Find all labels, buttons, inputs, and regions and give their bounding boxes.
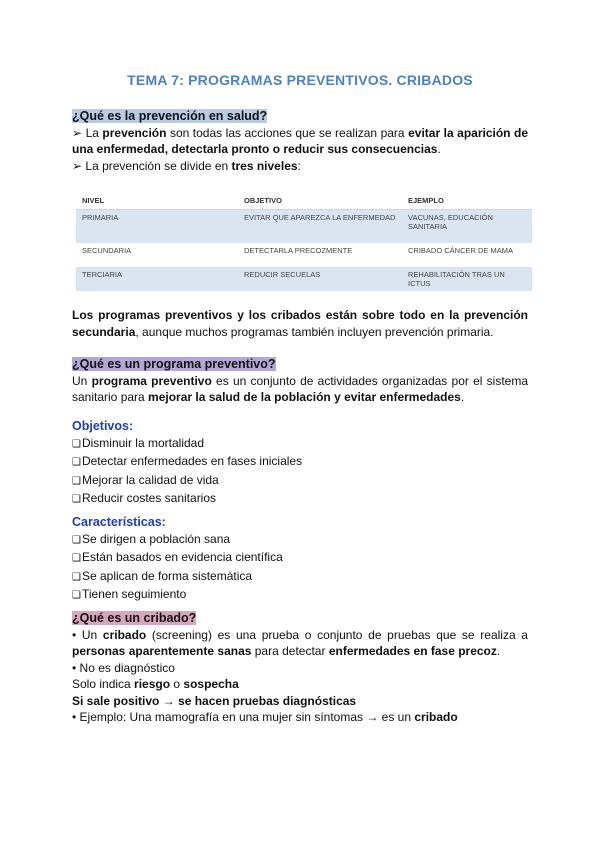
cribado-no-diagnostico: • No es diagnóstico <box>72 660 175 675</box>
page-title: TEMA 7: PROGRAMAS PREVENTIVOS. CRIBADOS <box>127 72 473 88</box>
table-cell: EVITAR QUE APAREZCA LA ENFERMEDAD <box>238 210 402 244</box>
table-row <box>76 267 532 291</box>
table-header-cell: OBJETIVO <box>238 191 402 210</box>
table-cell: SECUNDARIA <box>76 243 238 267</box>
table-header-cell: NIVEL <box>76 191 238 210</box>
cribado-definition: • Un cribado (screening) es una prueba o conjunto de pruebas que se realiza a personas aparentemente sanas para detectar enfermedades en fase precoz. <box>72 627 528 658</box>
objetivos-heading: Objetivos: <box>72 419 134 433</box>
arrow-bullet-icon: ➢ <box>72 158 83 173</box>
checkbox-bullet-icon: ❑ <box>72 475 81 487</box>
section-programa-preventivo <box>72 356 528 406</box>
table-cell: REDUCIR SECUELAS <box>238 267 402 291</box>
cribado-positivo: Si sale positivo → se hacen pruebas diagnósticas <box>72 693 357 708</box>
checkbox-bullet-icon: ❑ <box>72 457 81 468</box>
table-cell: CRIBADO CÁNCER DE MAMA <box>402 243 532 267</box>
checkbox-bullet-icon: ❑ <box>72 571 81 583</box>
table-cell: REHABILITACIÓN TRAS UN ICTUS <box>402 267 532 291</box>
objetivos-section <box>72 418 528 509</box>
table-cell: DETECTARLA PRECOZMENTE <box>238 243 402 267</box>
list-item: ❑Reducir costes sanitarios <box>72 491 217 505</box>
caracteristicas-section <box>72 514 528 605</box>
caracteristicas-heading: Características: <box>72 515 166 529</box>
programa-definition: Un programa preventivo es un conjunto de actividades organizadas por el sistema sanitario para mejorar la salud de la población y evitar enfermedades. <box>72 373 528 404</box>
arrow-bullet-icon: ➢ <box>72 125 83 140</box>
cribado-ejemplo: • Ejemplo: Una mamografía en una mujer sin síntomas → es un cribado <box>72 710 458 724</box>
list-item: ❑Están basados en evidencia científica <box>72 550 283 564</box>
heading-highlight: ¿Qué es un programa preventivo? <box>72 357 276 371</box>
section-heading-programa <box>72 356 528 373</box>
heading-highlight: ¿Qué es la prevención en salud? <box>72 109 268 123</box>
cribado-riesgo: Solo indica riesgo o sospecha <box>72 677 239 691</box>
table-header-row <box>76 191 532 210</box>
checkbox-bullet-icon: ❑ <box>72 494 81 505</box>
list-item: ❑Se aplican de forma sistemática <box>72 568 253 583</box>
section-heading-cribado <box>72 610 528 627</box>
table-header-cell: EJEMPLO <box>402 191 532 210</box>
list-item: ❑Tienen seguimiento <box>72 587 187 601</box>
table-row <box>76 243 532 267</box>
table-cell: TERCIARIA <box>76 267 238 291</box>
list-item: ❑Se dirigen a población sana <box>72 531 231 546</box>
prevencion-definition: ➢ La prevención son todas las acciones que se realizan para evitar la aparición de una enfermedad, detectarla pronto o reducir sus consecuencias. <box>72 125 528 156</box>
checkbox-bullet-icon: ❑ <box>72 438 81 450</box>
table-cell: PRIMARIA <box>76 210 238 244</box>
list-item: ❑Disminuir la mortalidad <box>72 435 205 450</box>
table-row <box>76 210 532 244</box>
list-item: ❑Mejorar la calidad de vida <box>72 472 219 487</box>
section-prevencion <box>72 108 528 174</box>
checkbox-bullet-icon: ❑ <box>72 553 81 564</box>
checkbox-bullet-icon: ❑ <box>72 590 81 601</box>
prevencion-secundaria-paragraph: Los programas preventivos y los cribados están sobre todo en la prevención secundaria, aunque muchos programas también incluyen prevención primaria. <box>72 308 528 339</box>
list-item: ❑Detectar enfermedades en fases iniciales <box>72 454 303 468</box>
levels-table <box>76 191 532 291</box>
prevencion-niveles: ➢ La prevención se divide en tres niveles: <box>72 158 301 173</box>
section-cribado <box>72 610 528 726</box>
table-cell: VACUNAS, EDUCACIÓN SANITARIA <box>402 210 532 244</box>
checkbox-bullet-icon: ❑ <box>72 534 81 546</box>
heading-highlight: ¿Qué es un cribado? <box>72 611 197 625</box>
section-heading-prevencion <box>72 108 528 125</box>
